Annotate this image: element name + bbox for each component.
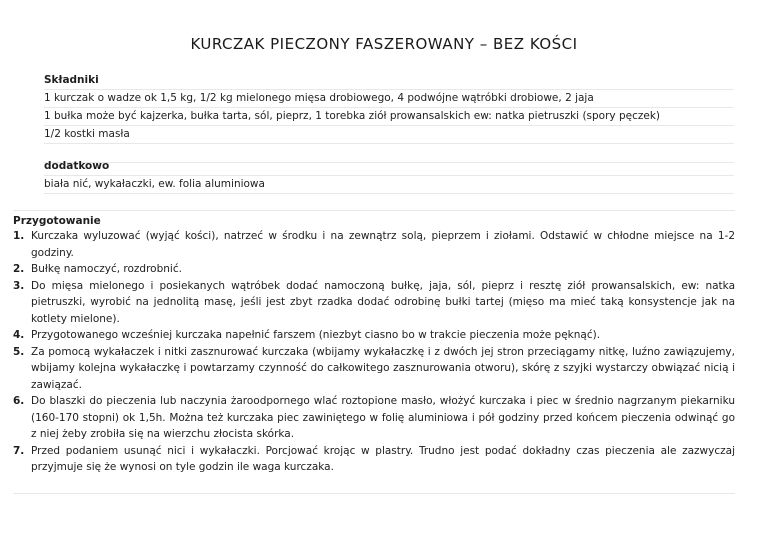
step-item	[13, 393, 735, 443]
step-text: Za pomocą wykałaczek i nitki zasznurować kurczaka (wbijamy wykałaczkę i z dwóch jej stron przeciągamy nitkę, luźno zawiązujemy, wbijamy kolejna wykałaczkę i powtarzamy czynność do całkowitego zasznurowania otworu), skórę z szyjki wystarczy obwiązać nicią i zawiązać.	[31, 345, 735, 391]
step-item	[13, 278, 735, 328]
ingredients-heading: Składniki	[44, 72, 734, 90]
step-number: 1.	[13, 230, 25, 242]
ingredients-line: 1 bułka może być kajzerka, bułka tarta, sól, pieprz, 1 torebka ziół prowansalskich ew: natka pietruszki (spory pęczek)	[44, 108, 734, 126]
step-item	[13, 261, 735, 278]
ingredients-section	[44, 72, 734, 163]
step-item	[13, 344, 735, 394]
step-text: Do blaszki do pieczenia lub naczynia żaroodpornego wlać roztopione masło, włożyć kurczaka i piec w średnio nagrzanym piekarniku (160-170 stopni) ok 1,5h. Można też kurczaka piec zawiniętego w folię aluminiowa i pół godziny przed końcem pieczenia odwinąć go z niej żeby zrobiła się na wierzchu złocista skórka.	[31, 395, 735, 440]
step-item	[13, 327, 735, 344]
step-text: Kurczaka wyluzować (wyjąć kości), natrzeć w środku i na zewnątrz solą, pieprzem i ziołami. Odstawić w chłodne miejsce na 1-2 godziny.	[31, 230, 735, 259]
step-text: Do mięsa mielonego i posiekanych wątróbek dodać namoczoną bułkę, jaja, sól, pieprz i resztę ziół prowansalskich, ew: natka pietruszki, wyrobić na jednolitą masę, jeśli jest zbyt rzadka dodać odrobinę bułki tartej (mięso ma mieć taką konsystencje jak na kotlety mielone).	[31, 279, 735, 325]
step-number: 4.	[13, 329, 25, 341]
step-item	[13, 228, 735, 261]
step-text: Przygotowanego wcześniej kurczaka napełnić farszem (niezbyt ciasno bo w trakcie pieczenia może pęknąć).	[31, 329, 601, 341]
extras-section	[44, 158, 734, 194]
preparation-steps	[13, 228, 735, 476]
step-number: 3.	[13, 279, 25, 292]
step-text: Przed podaniem usunąć nici i wykałaczki. Porcjować krojąc w plastry. Trudno jest podać dokładny czas pieczenia ale zazwyczaj przyjmuje się że wynosi on tyle godzin ile waga kurczaka.	[31, 444, 735, 473]
bottom-divider	[13, 493, 735, 494]
step-number: 5.	[13, 345, 25, 358]
step-item	[13, 443, 735, 476]
step-number: 2.	[13, 263, 25, 275]
step-number: 7.	[13, 444, 25, 457]
step-text: Bułkę namoczyć, rozdrobnić.	[31, 263, 182, 275]
preparation-heading: Przygotowanie	[13, 210, 735, 229]
extras-heading: dodatkowo	[44, 158, 734, 176]
ingredients-line: 1/2 kostki masła	[44, 126, 734, 144]
step-number: 6.	[13, 395, 25, 407]
ingredients-line: 1 kurczak o wadze ok 1,5 kg, 1/2 kg mielonego mięsa drobiowego, 4 podwójne wątróbki drobiowe, 2 jaja	[44, 90, 734, 108]
recipe-title: KURCZAK PIECZONY FASZEROWANY – BEZ KOŚCI	[190, 35, 578, 53]
extras-line: biała nić, wykałaczki, ew. folia aluminiowa	[44, 176, 734, 194]
